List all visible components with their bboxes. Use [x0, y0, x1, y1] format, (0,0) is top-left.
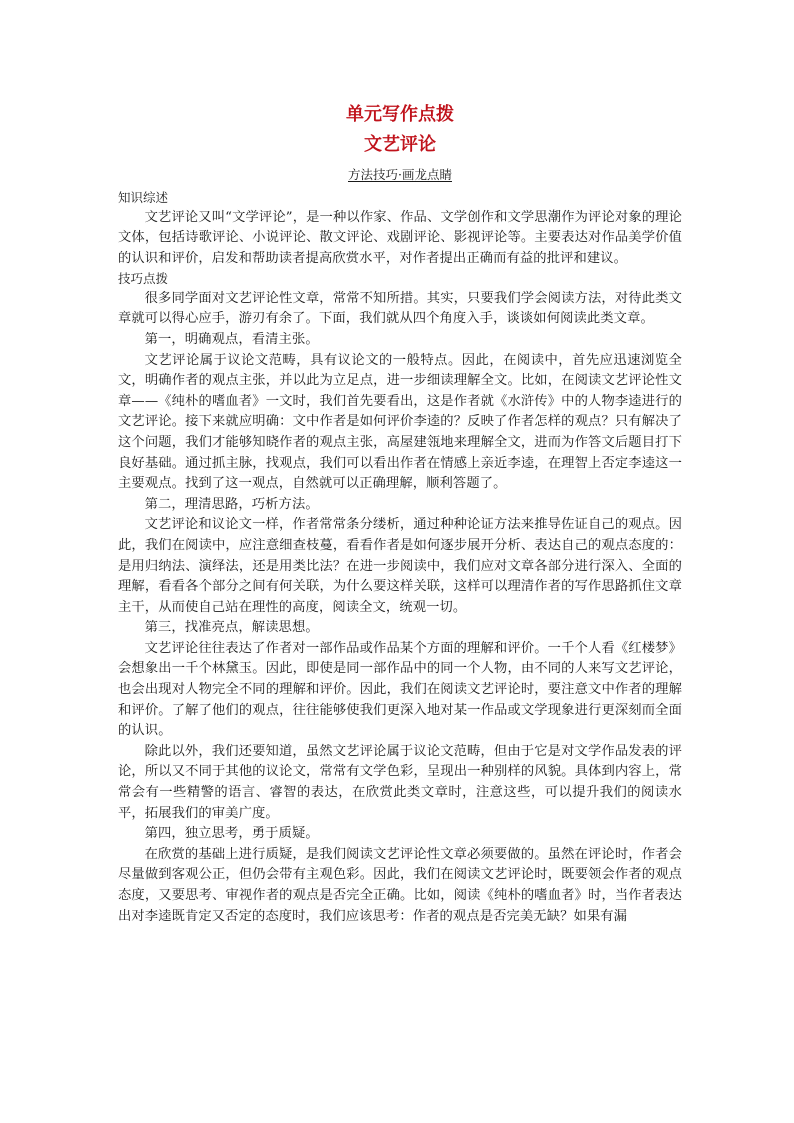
paragraph: 文艺评论和议论文一样，作者常常条分缕析，通过种种论证方法来推导佐证自己的观点。因此，我们在阅读中，应注意细查枝蔓，看看作者是如何逐步展开分析、表达自己的观点态度的：是用归纳法、演绎法，还是用类比法？在进一步阅读中，我们应对文章各部分进行深入、全面的理解，看看各个部分之间有何关联，为什么要这样关联，这样可以理清作者的写作思路抓住文章主干，从而使自己站在理性的高度，阅读全文，统观一切。: [118, 517, 682, 615]
paragraph: 在欣赏的基础上进行质疑，是我们阅读文艺评论性文章必须要做的。虽然在评论时，作者会尽量做到客观公正，但仍会带有主观色彩。因此，我们在阅读文艺评论时，既要领会作者的观点态度，又要思考、审视作者的观点是否完全正确。比如，阅读《纯朴的嗜血者》时，当作者表达出对李逵既肯定又否定的态度时，我们应该思考：作者的观点是否完美无缺？如果有漏: [118, 846, 682, 924]
paragraph: 文艺评论往往表达了作者对一部作品或作品某个方面的理解和评价。一千个人看《红楼梦》会想象出一千个林黛玉。因此，即使是同一部作品中的同一个人物，由不同的人来写文艺评论，也会出现对人物完全不同的理解和评价。因此，我们在阅读文艺评论时，要注意文中作者的理解和评价。了解了他们的观点，往往能够使我们更深入地对某一作品或文学现象进行更深刻而全面的认识。: [118, 640, 682, 739]
paragraph: 第二，理清思路，巧析方法。: [144, 496, 319, 512]
document-body: [118, 188, 682, 927]
paragraph: 除此以外，我们还要知道，虽然文艺评论属于议论文范畴，但由于它是对文学作品发表的评论，所以又不同于其他的议论文，常常有文学色彩，呈现出一种别样的风貌。具体到内容上，常常会有一些精警的语言、睿智的表达，在欣赏此类文章时，注意这些，可以提升我们的阅读水平，拓展我们的审美广度。: [118, 743, 682, 821]
section-label-text: 方法技巧·画龙点睛: [348, 167, 452, 182]
section-heading: 知识综述: [118, 190, 169, 205]
section-heading: 技巧点拨: [118, 271, 169, 287]
paragraph: 第一，明确观点，看清主张。: [144, 331, 319, 347]
paragraph: 文艺评论属于议论文范畴，具有议论文的一般特点。因此，在阅读中，首先应迅速浏览全文，明确作者的观点主张，并以此为立足点，进一步细读理解全文。比如，在阅读文艺评论性文章——《纯朴的嗜血者》一文时，我们首先要看出，这是作者就《水浒传》中的人物李逵进行的文艺评论。接下来就应明确：文中作者是如何评价李逵的？反映了作者怎样的观点？只有解决了这个问题，我们才能够知晓作者的观点主张，高屋建瓴地来理解全文，进而为作答文后题目打下良好基础。通过抓主脉，找观点，我们可以看出作者在情感上亲近李逵，在理智上否定李逵这一主要观点。找到了这一观点，自然就可以正确理解，顺利答题了。: [118, 352, 682, 492]
document-page: [118, 102, 682, 927]
section-label: [118, 166, 682, 184]
document-title: 单元写作点拨: [346, 104, 454, 125]
document-subtitle: 文艺评论: [364, 134, 436, 155]
paragraph: 第三，找准亮点，解读思想。: [144, 620, 319, 636]
paragraph: 第四，独立思考，勇于质疑。: [144, 826, 319, 842]
paragraph: 文艺评论又叫“文学评论”，是一种以作家、作品、文学创作和文学思潮作为评论对象的理论文体，包括诗歌评论、小说评论、散文评论、戏剧评论、影视评论等。主要表达对作品美学价值的认识和评价，启发和帮助读者提高欣赏水平，对作者提出正确而有益的批评和建议。: [118, 209, 682, 266]
paragraph: 很多同学面对文艺评论性文章，常常不知所措。其实，只要我们学会阅读方法，对待此类文章就可以得心应手，游刃有余了。下面，我们就从四个角度入手，谈谈如何阅读此类文章。: [118, 290, 682, 327]
